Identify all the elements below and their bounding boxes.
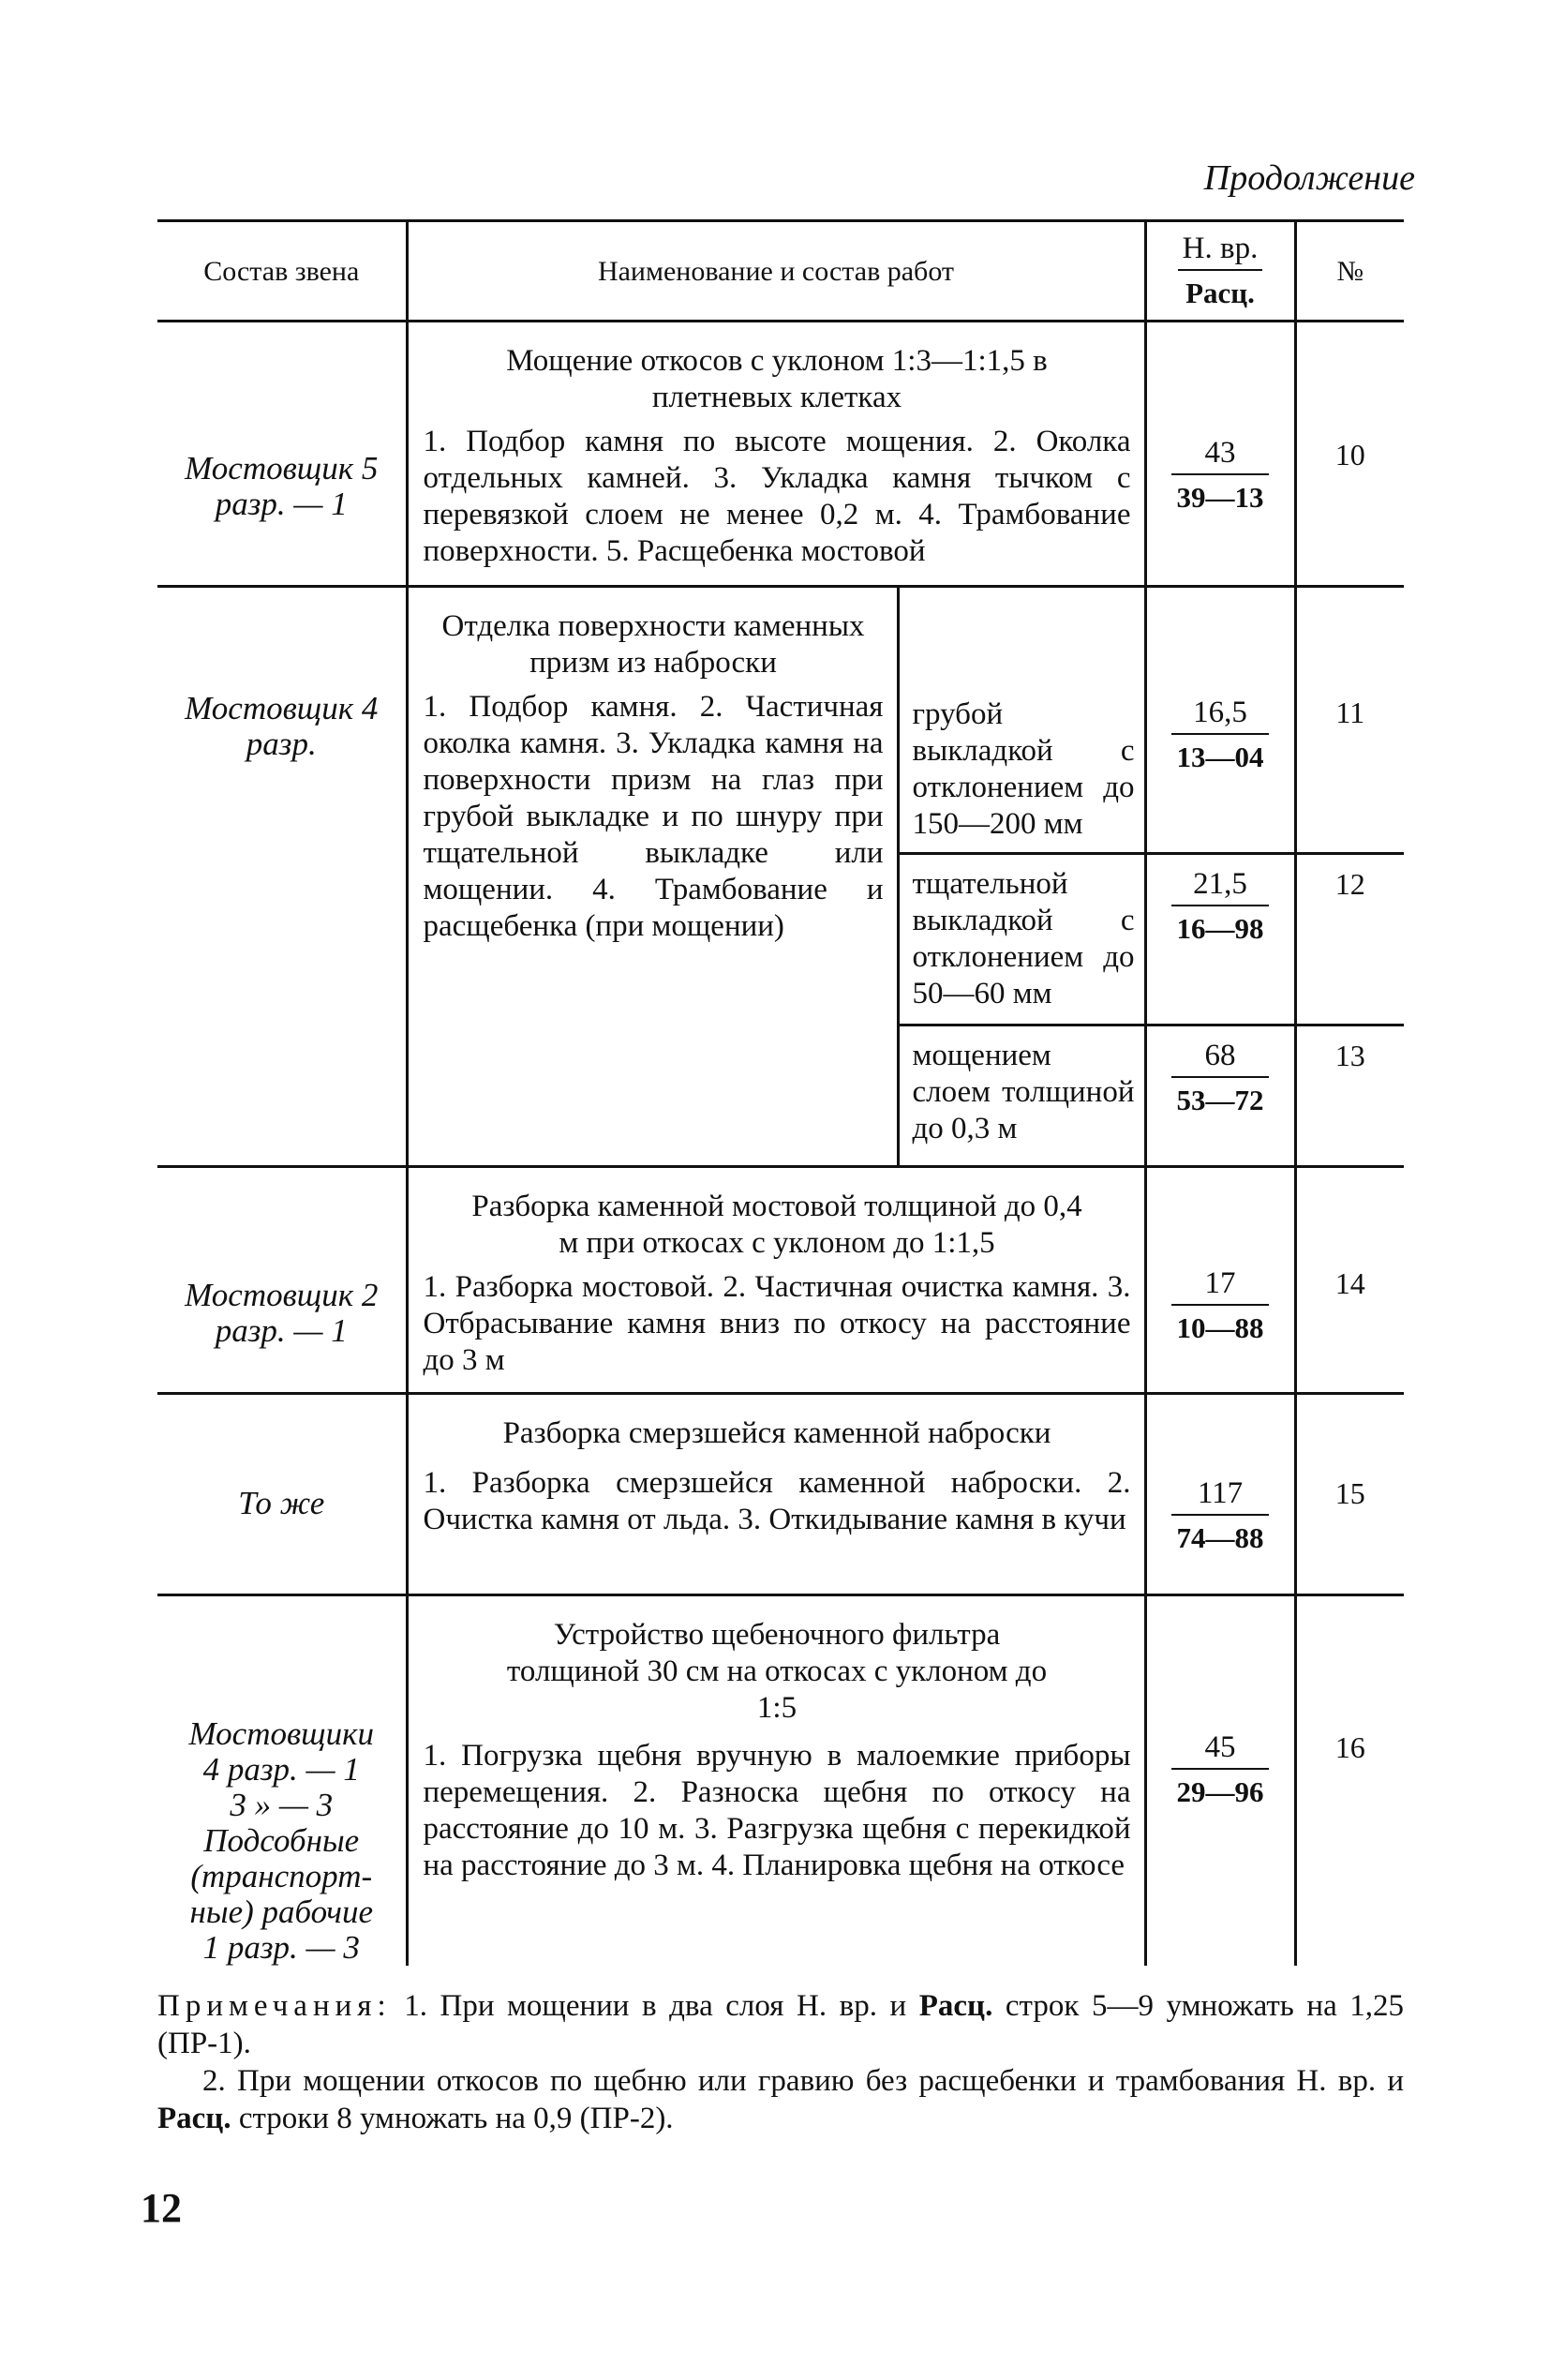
crew-line: Мостовщики <box>188 1715 374 1752</box>
crew-cell: Мостовщик 4 разр. <box>157 587 407 1167</box>
note-1-text-b: Расц. <box>918 1989 993 2023</box>
norm-time-value: 43 <box>1171 435 1269 475</box>
crew-cell: Мостовщик 2 разр. — 1 <box>157 1167 407 1394</box>
row-number: 13 <box>1295 1025 1404 1167</box>
rate-value: 13—04 <box>1176 741 1264 773</box>
work-title: Разборка каменной мостовой толщиной до 0,4 м при откосах с уклоном до 1:1,5 <box>471 1190 1082 1260</box>
variant-cell <box>898 587 1145 854</box>
work-cell <box>407 1595 1145 1967</box>
notes <box>157 1987 1404 2137</box>
norm-time-value: 68 <box>1171 1038 1269 1078</box>
row-number: 15 <box>1295 1394 1404 1595</box>
table-row <box>157 322 1404 587</box>
row-number: 14 <box>1295 1167 1404 1394</box>
rate-value: 10—88 <box>1176 1311 1264 1344</box>
variant-label: грубой выкладкой с отклонением до 150—200 мм <box>912 697 1135 841</box>
norm-cell <box>1145 587 1295 854</box>
table-row <box>157 1167 1404 1394</box>
table-row <box>157 587 1404 854</box>
norm-time-value: 117 <box>1171 1475 1269 1516</box>
work-cell <box>407 322 1145 587</box>
crew-cell: То же <box>157 1394 407 1595</box>
crew-line: (транспорт- <box>190 1858 373 1894</box>
note-1 <box>157 1987 1404 2062</box>
norm-cell <box>1145 1394 1295 1595</box>
header-number: № <box>1295 221 1404 322</box>
note-2-text-c: строки 8 умножать на 0,9 (ПР-2). <box>238 2102 674 2135</box>
notes-label: Примечания: <box>157 1989 392 2023</box>
crew-cell: Мостовщик 5 разр. — 1 <box>157 322 407 587</box>
crew-line: ные) рабочие <box>189 1894 373 1930</box>
norm-time-value: 17 <box>1171 1265 1269 1306</box>
variant-label: мощением слоем толщиной до 0,3 м <box>912 1039 1135 1145</box>
work-title: Мощение откосов с уклоном 1:3—1:1,5 в плетневых клетках <box>506 344 1048 414</box>
rate-value: 16—98 <box>1176 912 1264 945</box>
norm-cell <box>1145 1025 1295 1167</box>
work-title: Разборка смерзшейся каменной наброски <box>502 1416 1051 1450</box>
crew-line: Подсобные <box>203 1822 360 1859</box>
header-norm <box>1145 221 1295 322</box>
work-cell <box>407 1167 1145 1394</box>
note-2 <box>157 2062 1404 2137</box>
header-rate: Расц. <box>1185 277 1255 309</box>
norms-table <box>157 219 1404 1966</box>
rate-value: 39—13 <box>1176 481 1264 514</box>
row-number: 10 <box>1295 322 1404 587</box>
norm-cell <box>1145 854 1295 1025</box>
rate-value: 74—88 <box>1176 1521 1264 1554</box>
note-1-text-a: 1. При мощении в два слоя Н. вр. и <box>404 1989 907 2023</box>
work-operations: 1. Разборка смерзшейся каменной наброски. 2. Очистка камня от льда. 3. Откидывание камня в кучи <box>423 1466 1131 1536</box>
work-operations: 1. Погрузка щебня вручную в малоемкие приборы перемещения. 2. Разноска щебня по откосу на расстояние до 10 м. 3. Разгрузка щебня с перекидкой на расстояние до 3 м. 4. Планировка щебня на откосе <box>423 1739 1131 1882</box>
table-row <box>157 1394 1404 1595</box>
crew-cell <box>157 1595 407 1967</box>
row-number: 16 <box>1334 1730 1365 1764</box>
row-number: 12 <box>1295 854 1404 1025</box>
rate-value: 53—72 <box>1176 1084 1264 1116</box>
work-title: Отделка поверхности каменных призм из наброски <box>441 609 865 680</box>
work-operations: 1. Подбор камня. 2. Частичная околка камня. 3. Укладка камня на поверхности призм на глаз при грубой выкладке и по шнуру при тщательной выкладке или мощении. 4. Трамбование и расщебенка (при мощении) <box>423 690 884 943</box>
norm-time-value: 21,5 <box>1171 866 1269 906</box>
header-crew: Состав звена <box>157 221 407 322</box>
work-operations: 1. Разборка мостовой. 2. Частичная очистка камня. 3. Отбрасывание камня вниз по откосу на расстояние до 3 м <box>423 1270 1131 1377</box>
norm-cell <box>1145 1595 1295 1967</box>
table-header-row <box>157 221 1404 322</box>
variant-cell <box>898 1025 1145 1167</box>
norm-time-value: 45 <box>1171 1729 1269 1770</box>
work-title: Устройство щебеночного фильтра толщиной 30 см на откосах с уклоном до 1:5 <box>506 1618 1048 1725</box>
note-2-text-a: 2. При мощении откосов по щебню или гравию без расщебенки и трамбования Н. вр. и <box>202 2064 1404 2098</box>
norm-cell <box>1145 1167 1295 1394</box>
note-1-text-c: строк 5—9 умножать на 1,25 (ПР-1). <box>157 1989 1405 2060</box>
rate-value: 29—96 <box>1176 1775 1264 1808</box>
page-number: 12 <box>141 2185 182 2231</box>
header-norm-time: Н. вр. <box>1178 231 1262 271</box>
variant-cell <box>898 854 1145 1025</box>
norm-cell <box>1145 322 1295 587</box>
row-number: 11 <box>1295 587 1404 854</box>
crew-line: 1 разр. — 3 <box>202 1929 360 1966</box>
crew-line: 3 » — 3 <box>230 1787 334 1823</box>
work-cell <box>407 1394 1145 1595</box>
continuation-label: Продолжение <box>1203 158 1415 198</box>
norm-time-value: 16,5 <box>1171 695 1269 735</box>
work-cell <box>407 587 898 1167</box>
header-work: Наименование и состав работ <box>407 221 1145 322</box>
work-operations: 1. Подбор камня по высоте мощения. 2. Околка отдельных камней. 3. Укладка камня тычком с перевязкой слоем не менее 0,2 м. 4. Трамбование поверхности. 5. Расщебенка мостовой <box>423 425 1131 568</box>
note-2-text-b: Расц. <box>157 2102 231 2135</box>
variant-label: тщательной выкладкой с отклонением до 50—60 мм <box>912 867 1135 1010</box>
crew-line: 4 разр. — 1 <box>202 1751 360 1788</box>
table-row <box>157 1595 1404 1967</box>
